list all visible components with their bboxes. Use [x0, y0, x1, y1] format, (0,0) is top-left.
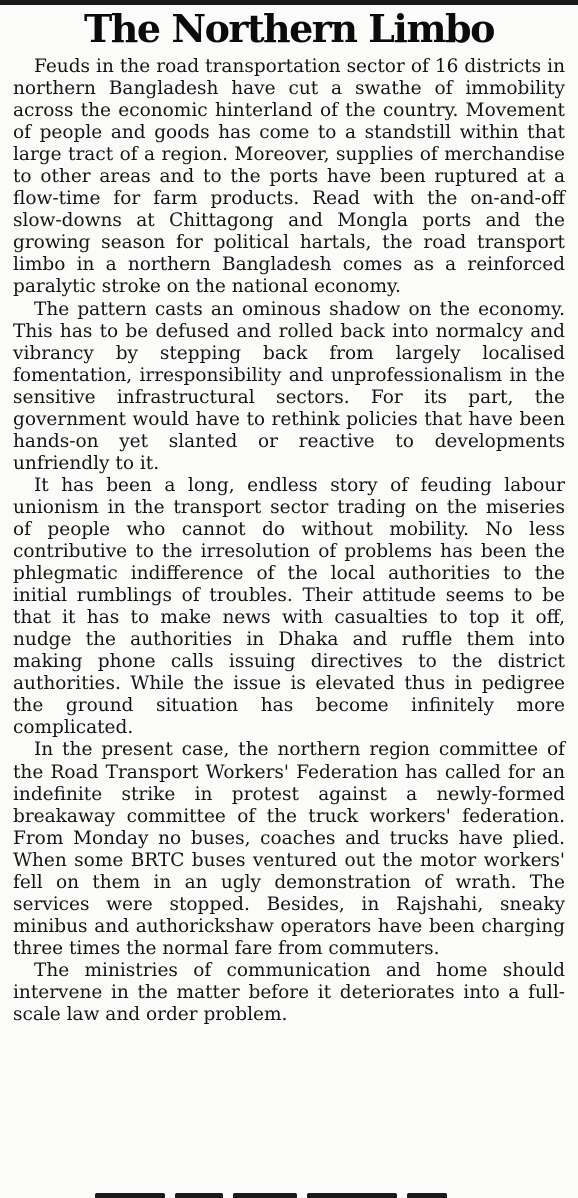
editorial-title: The Northern Limbo: [84, 6, 494, 51]
paragraph-4: In the present case, the northern region committee of the Road Transport Workers' Federation has called for an indefinite strike in protest against a newly-formed breakaway committee of the truck workers' federation. From Monday no buses, coaches and trucks have plied. When some BRTC buses ventured out the motor workers' fell on them in an ugly demonstration of wrath. The services were stopped. Besides, in Rajshahi, sneaky minibus and authorickshaw operators have been charging three times the normal fare from commuters.: [13, 739, 565, 959]
top-rule: [0, 0, 578, 5]
editorial-body: [13, 56, 565, 1026]
cut-off-next-headline: [95, 1190, 495, 1198]
paragraph-3: It has been a long, endless story of feuding labour unionism in the transport sector trading on the miseries of people who cannot do without mobility. No less contributive to the irresolution of problems has been the phlegmatic indifference of the local authorities to the initial rumblings of troubles. Their attitude seems to be that it has to make news with casualties to top it off, nudge the authorities in Dhaka and ruffle them into making phone calls issuing directives to the district authorities. While the issue is elevated thus in pedigree the ground situation has become infinitely more complicated.: [13, 474, 565, 739]
paragraph-2: The pattern casts an ominous shadow on the economy. This has to be defused and rolled back into normalcy and vibrancy by stepping back from largely localised fomentation, irresponsibility and unprofessionalism in the sensitive infrastructural sectors. For its part, the government would have to rethink policies that have been hands-on yet slanted or reactive to developments unfriendly to it.: [13, 298, 565, 474]
paragraph-5: The ministries of communication and home should intervene in the matter before it deteriorates into a full-scale law and order problem.: [13, 959, 565, 1026]
paragraph-1: Feuds in the road transportation sector of 16 districts in northern Bangladesh have cut a swathe of immobility across the economic hinterland of the country. Movement of people and goods has come to a standstill within that large tract of a region. Moreover, supplies of merchandise to other areas and to the ports have been ruptured at a flow-time for farm products. Read with the on-and-off slow-downs at Chittagong and Mongla ports and the growing season for political hartals, the road transport limbo in a northern Bangladesh comes as a reinforced paralytic stroke on the national economy.: [13, 56, 565, 298]
